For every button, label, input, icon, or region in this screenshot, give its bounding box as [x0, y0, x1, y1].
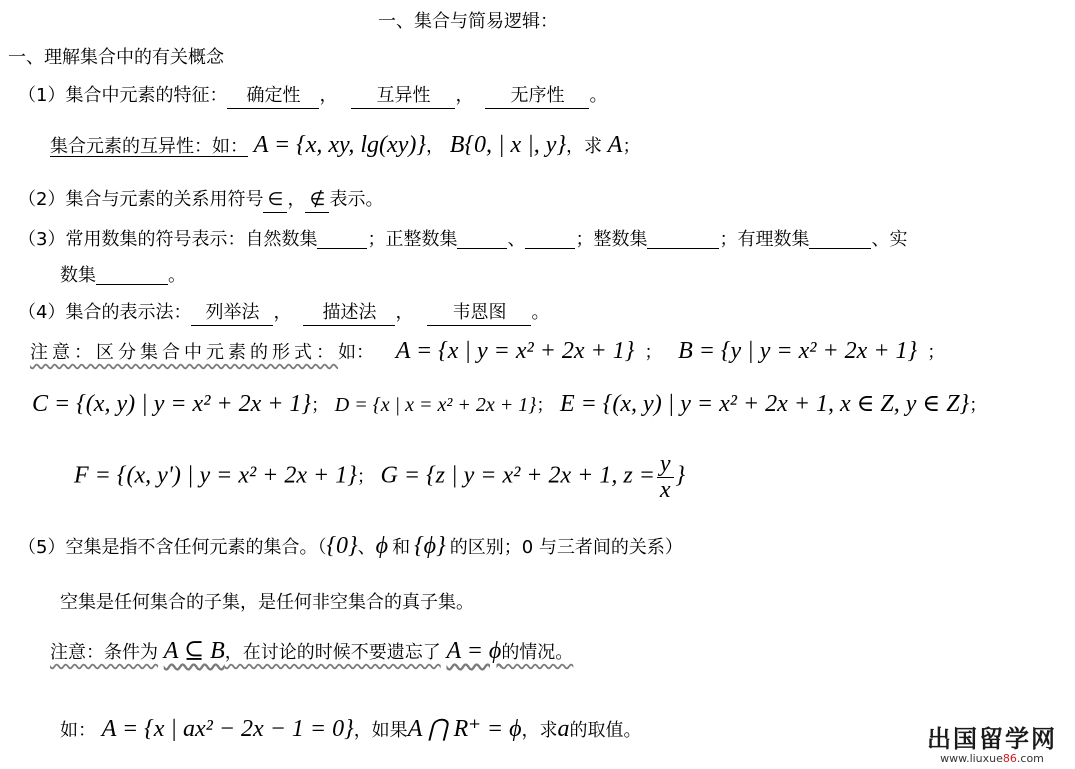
item-3-end: 。 — [168, 265, 186, 286]
math-set-a: A = {x, xy, lg(xy)} — [253, 132, 426, 158]
watermark-url — [927, 752, 1057, 765]
item-2-label: （2）集合与元素的关系用符号 — [18, 189, 264, 210]
ex-t1: ，如果 — [353, 720, 408, 741]
he-text: 和 — [392, 537, 411, 558]
note-element-forms — [30, 337, 945, 366]
separator: ， — [319, 85, 338, 106]
fill-description: 描述法 — [303, 302, 395, 326]
item-5-line2: 空集是任何集合的子集，是任何非空集合的真子集。 — [60, 592, 474, 613]
item-5-end: 的区别；0 与三者间的关系） — [449, 537, 683, 558]
var-a: A — [607, 132, 623, 158]
blank-real — [96, 266, 168, 285]
math-intersection: A ⋂ R⁺ = ϕ — [407, 716, 522, 742]
ex-ru: 如： — [60, 720, 96, 741]
item-4-end: 。 — [531, 302, 550, 323]
blank-natural — [317, 230, 367, 249]
fill-unorderedness: 无序性 — [485, 85, 589, 109]
item-1-label: （1）集合中元素的特征： — [18, 85, 228, 106]
separator: ， — [395, 302, 414, 323]
ex-t2: ，求 — [521, 720, 558, 741]
blank-rational — [809, 230, 871, 249]
page-title: 一、集合与简易逻辑： — [378, 11, 558, 32]
item-3-t6: 、实 — [871, 229, 908, 250]
note2-end: 的情况。 — [501, 642, 574, 663]
watermark-url-b: 86 — [1002, 752, 1017, 765]
watermark-url-a: www.liuxue — [940, 752, 1003, 765]
fraction-y-over-x — [657, 452, 674, 503]
symbol-not-in: ∉ — [305, 189, 329, 213]
semicolon: ； — [311, 395, 330, 416]
note-sets-cde — [32, 390, 987, 419]
separator: ， — [455, 85, 474, 106]
item-4-representation — [18, 302, 549, 326]
math-set-empty: {ϕ} — [414, 533, 446, 559]
item-1-end: 。 — [589, 85, 608, 106]
separator: ， — [273, 302, 292, 323]
math-subset: A ⊆ B — [163, 638, 225, 664]
watermark-logo — [927, 719, 1057, 765]
semicolon: ； — [356, 466, 375, 488]
example-end: ； — [622, 136, 641, 157]
item-3-t3: 、 — [507, 229, 526, 250]
item-5-empty-set — [18, 532, 683, 561]
item-3-number-sets — [18, 229, 907, 251]
example-prefix: 集合元素的互异性：如： — [50, 136, 248, 157]
math-set-e-def: E = {(x, y) | y = x² + 2x + 1, x ∈ Z, y ∈ Z} — [559, 391, 970, 417]
semicolon: ； — [644, 342, 663, 363]
var-a-lower: a — [557, 716, 570, 742]
item-2-end: 表示。 — [329, 189, 384, 210]
note-sets-fg — [74, 452, 685, 503]
item-3-text: （3）常用数集的符号表示：自然数集 — [18, 229, 318, 250]
math-set-b-def: B = {y | y = x² + 2x + 1} — [678, 338, 918, 364]
item-3-t2: ；正整数集 — [367, 229, 458, 250]
semicolon: ； — [969, 395, 988, 416]
item-3-t4: ；整数集 — [575, 229, 648, 250]
math-set-d-def: D = {x | x = x² + 2x + 1} — [334, 394, 537, 416]
math-set-g-def-post: } — [675, 462, 686, 489]
math-set-a-def: A = {x | y = x² + 2x + 1} — [395, 338, 635, 364]
math-a-empty: A = ϕ — [446, 638, 502, 664]
fill-certainty: 确定性 — [227, 85, 319, 109]
math-set-g-def-pre: G = {z | y = x² + 2x + 1, z = — [380, 462, 655, 489]
math-set-zero: {0} — [326, 533, 358, 559]
item-1-characteristics — [18, 85, 607, 109]
note-subset-condition — [50, 637, 573, 666]
fill-distinctness: 互异性 — [351, 85, 455, 109]
fraction-numerator: y — [657, 452, 674, 478]
item-4-label: （4）集合的表示法： — [18, 302, 192, 323]
sep-dun: 、 — [357, 537, 376, 558]
blank-positive-int-1 — [457, 230, 507, 249]
separator: ， — [425, 136, 444, 157]
section-heading: 一、理解集合中的有关概念 — [8, 47, 224, 68]
math-set-f-def: F = {(x, y') | y = x² + 2x + 1} — [74, 462, 357, 489]
item-5-label: （5）空集是指不含任何元素的集合。（ — [18, 537, 327, 558]
note2-mid: ，在讨论的时候不要遗忘了 — [224, 642, 441, 663]
math-set-b: B{0, | x |, y} — [449, 132, 567, 158]
blank-positive-int-2 — [525, 230, 575, 249]
math-set-c-def: C = {(x, y) | y = x² + 2x + 1} — [32, 391, 312, 417]
ex-t3: 的取值。 — [569, 720, 642, 741]
distinctness-example — [50, 131, 640, 160]
math-quadratic-set: A = {x | ax² − 2x − 1 = 0} — [101, 716, 354, 742]
fraction-denominator: x — [659, 477, 671, 504]
blank-integer — [647, 230, 719, 249]
semicolon: ； — [536, 395, 555, 416]
separator: ， — [287, 189, 306, 210]
note2-label: 注意：条件为 — [50, 642, 158, 663]
watermark-title: 出国留学网 — [927, 725, 1057, 753]
symbol-in: ∈ — [263, 189, 287, 213]
item-3-t5: ；有理数集 — [719, 229, 810, 250]
watermark-url-c: .com — [1016, 752, 1044, 765]
fill-venn: 韦恩图 — [427, 302, 531, 326]
note-ru: 如： — [338, 342, 374, 363]
fill-enumeration: 列举法 — [191, 302, 273, 326]
example-quadratic — [60, 715, 642, 744]
item-2-relation — [18, 189, 383, 213]
semicolon: ； — [927, 342, 946, 363]
math-empty: ϕ — [375, 533, 389, 559]
ask-text: ，求 — [566, 136, 603, 157]
item-3-real: 数集 — [60, 265, 96, 286]
item-3-line2 — [60, 265, 186, 287]
note-label: 注意：区分集合中元素的形式： — [30, 342, 338, 363]
